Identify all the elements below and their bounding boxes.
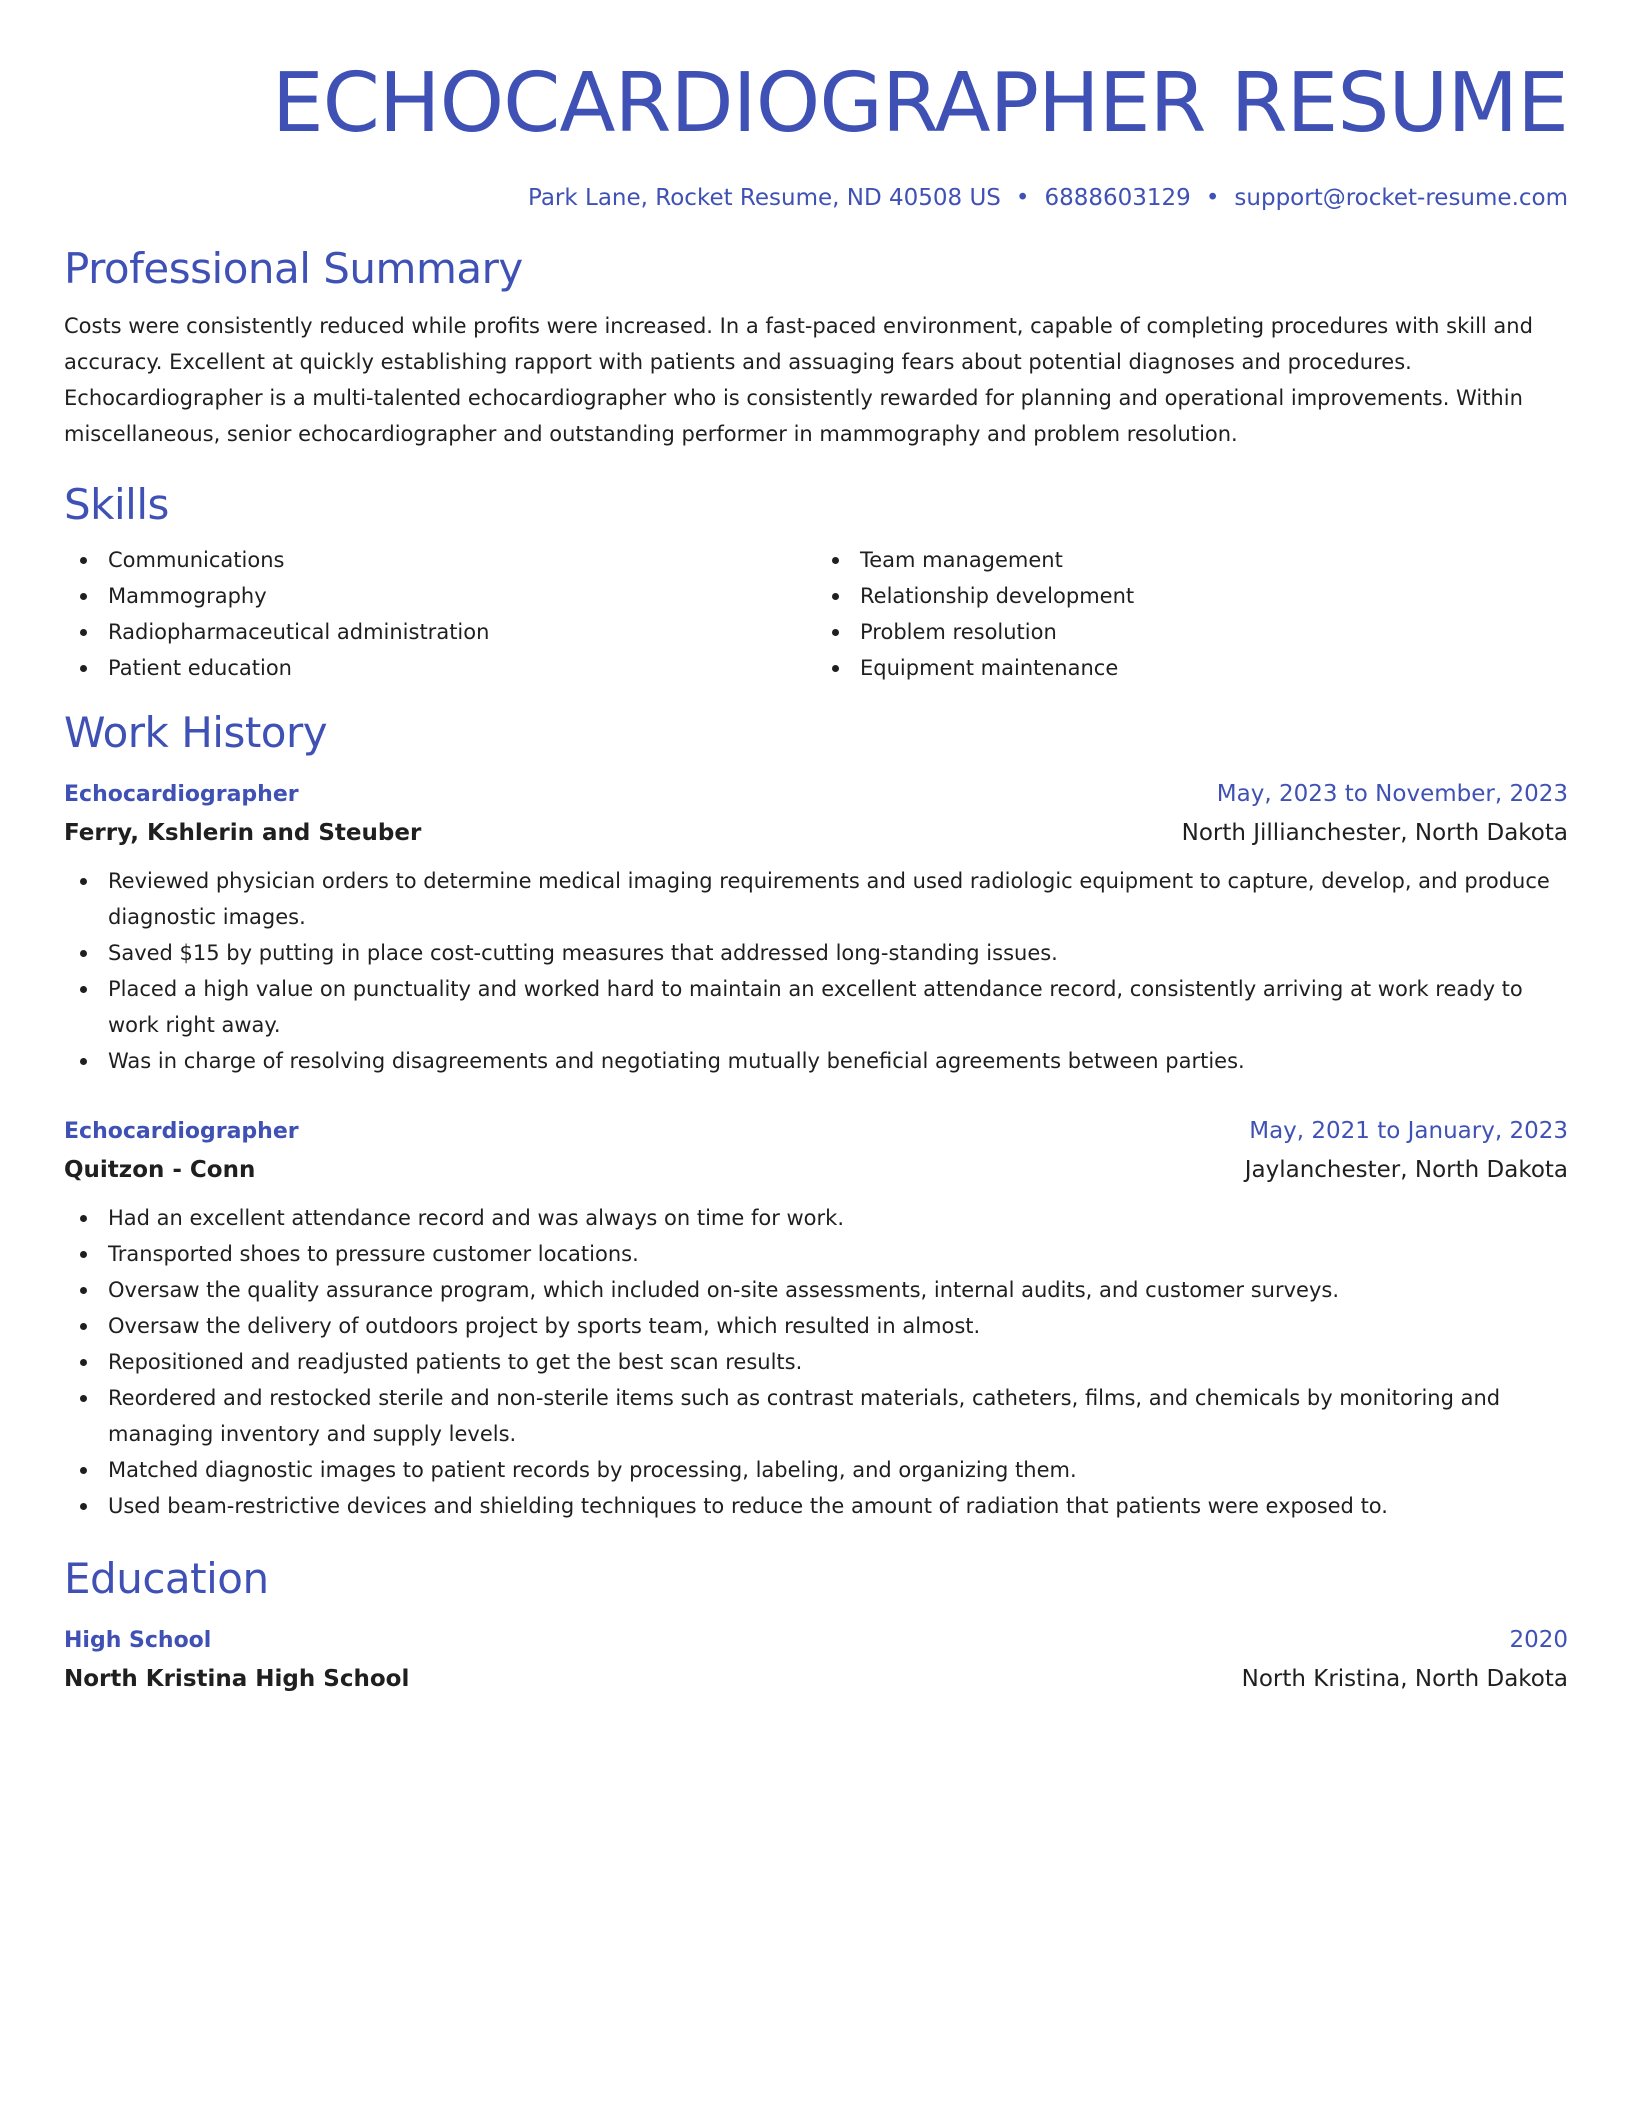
skill-item: Team management — [816, 542, 1568, 578]
job-duty-item: Oversaw the quality assurance program, which included on-site assessments, internal audits, and customer surveys. — [64, 1272, 1568, 1308]
skills-heading: Skills — [64, 480, 169, 529]
job-duty-item: Oversaw the delivery of outdoors project by sports team, which resulted in almost. — [64, 1308, 1568, 1344]
job-location: Jaylanchester, North Dakota — [1244, 1157, 1568, 1183]
contact-line — [64, 182, 1568, 214]
education-location: North Kristina, North Dakota — [1241, 1666, 1568, 1692]
job-duty-item: Reviewed physician orders to determine medical imaging requirements and used radiologic equipment to capture, develop, and produce diagnostic images. — [64, 863, 1568, 935]
job-entry — [64, 776, 1568, 1079]
skill-item: Radiopharmaceutical administration — [64, 614, 816, 650]
job-dates: May, 2023 to November, 2023 — [1216, 781, 1568, 807]
skill-item: Communications — [64, 542, 816, 578]
job-duty-item: Transported shoes to pressure customer locations. — [64, 1236, 1568, 1272]
job-header-row — [64, 776, 1568, 813]
job-duty-item: Used beam-restrictive devices and shielding techniques to reduce the amount of radiation that patients were exposed to. — [64, 1488, 1568, 1524]
contact-separator: • — [1205, 185, 1220, 211]
job-role: Echocardiographer — [64, 782, 299, 807]
education-header-row — [64, 1622, 1568, 1659]
job-duty-item: Saved $15 by putting in place cost-cutting measures that addressed long-standing issues. — [64, 935, 1568, 971]
job-duties-list — [64, 1200, 1568, 1524]
job-duty-item: Was in charge of resolving disagreements and negotiating mutually beneficial agreements between parties. — [64, 1043, 1568, 1079]
job-duty-item: Matched diagnostic images to patient records by processing, labeling, and organizing them. — [64, 1452, 1568, 1488]
skill-item: Problem resolution — [816, 614, 1568, 650]
skill-item: Equipment maintenance — [816, 650, 1568, 686]
work-history-heading: Work History — [64, 708, 328, 757]
skills-right-column — [816, 542, 1568, 686]
education-entry — [64, 1622, 1568, 1699]
education-school: North Kristina High School — [64, 1666, 410, 1692]
job-company-row — [64, 813, 1568, 853]
education-year: 2020 — [1509, 1627, 1568, 1653]
job-location: North Jillianchester, North Dakota — [1181, 820, 1568, 846]
contact-phone: 6888603129 — [1044, 185, 1191, 211]
job-dates: May, 2021 to January, 2023 — [1249, 1118, 1568, 1144]
education-school-row — [64, 1659, 1568, 1699]
job-company-row — [64, 1150, 1568, 1190]
job-role: Echocardiographer — [64, 1119, 299, 1144]
contact-email: support@rocket-resume.com — [1234, 185, 1568, 211]
job-company: Quitzon - Conn — [64, 1157, 256, 1183]
skills-grid — [64, 542, 1568, 686]
education-degree: High School — [64, 1628, 212, 1653]
skill-item: Mammography — [64, 578, 816, 614]
job-duty-item: Reordered and restocked sterile and non-sterile items such as contrast materials, catheters, films, and chemicals by monitoring and managing inventory and supply levels. — [64, 1380, 1568, 1452]
education-heading: Education — [64, 1554, 269, 1603]
skill-item: Relationship development — [816, 578, 1568, 614]
skills-left-column — [64, 542, 816, 686]
contact-separator: • — [1015, 185, 1030, 211]
summary-text: Costs were consistently reduced while profits were increased. In a fast-paced environment, capable of completing procedures with skill and accuracy. Excellent at quickly establishing rapport with patients and assuaging fears about potential diagnoses and procedures. Echocardiographer is a multi-talented echocardiographer who is consistently rewarded for planning and operational improvements. Within miscellaneous, senior echocardiographer and outstanding performer in mammography and problem resolution. — [64, 314, 1533, 446]
job-duty-item: Placed a high value on punctuality and worked hard to maintain an excellent attendance record, consistently arriving at work ready to work right away. — [64, 971, 1568, 1043]
job-entry — [64, 1113, 1568, 1524]
job-duty-item: Had an excellent attendance record and was always on time for work. — [64, 1200, 1568, 1236]
job-duties-list — [64, 863, 1568, 1079]
job-company: Ferry, Kshlerin and Steuber — [64, 820, 422, 846]
contact-address: Park Lane, Rocket Resume, ND 40508 US — [528, 185, 1001, 211]
skill-item: Patient education — [64, 650, 816, 686]
summary-heading: Professional Summary — [64, 244, 523, 293]
job-header-row — [64, 1113, 1568, 1150]
job-duty-item: Repositioned and readjusted patients to get the best scan results. — [64, 1344, 1568, 1380]
resume-title: ECHOCARDIOGRAPHER RESUME — [271, 56, 1568, 151]
